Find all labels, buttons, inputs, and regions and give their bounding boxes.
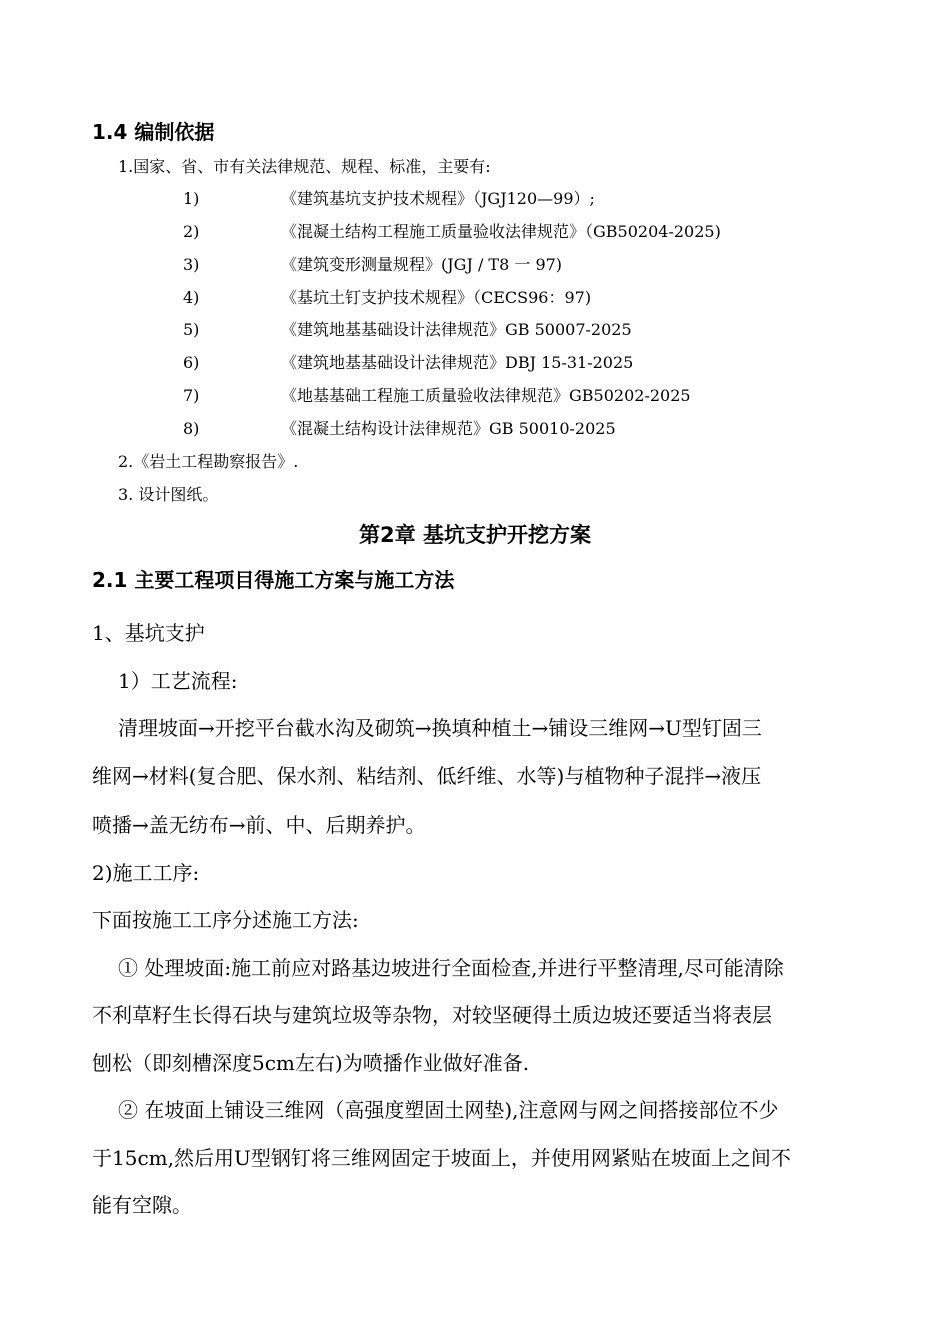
item-text: 《混凝土结构工程施工质量验收法律规范》（GB50204-2025) [281, 222, 721, 241]
step-1-line-1: ① 处理坡面:施工前应对路基边坡进行全面检查,并进行平整清理,尽可能清除 [118, 956, 784, 980]
step-2-line-2: 于15cm,然后用U型钢钉将三维网固定于坡面上，并使用网紧贴在坡面上之间不 [92, 1146, 791, 1170]
item-number: 6) [183, 353, 200, 372]
step-1-line-2: 不利草籽生长得石块与建筑垃圾等杂物，对较坚硬得土质边坡还要适当将表层 [92, 1003, 772, 1027]
basis-intro: 1.国家、省、市有关法律规范、规程、标准，主要有: [118, 157, 491, 176]
step-2-line-3: 能有空隙。 [92, 1193, 192, 1217]
item-text: 《地基基础工程施工质量验收法律规范》GB50202-2025 [281, 386, 691, 405]
item-text: 《混凝土结构设计法律规范》GB 50010-2025 [281, 419, 616, 438]
item-number: 5) [183, 320, 200, 339]
construction-sequence-heading: 2)施工工序: [92, 861, 200, 885]
step-2-line-1: ② 在坡面上铺设三维网（高强度塑固土网垫),注意网与网之间搭接部位不少 [118, 1098, 779, 1122]
process-flow-line-2: 维网→材料(复合肥、保水剂、粘结剂、低纤维、水等)与植物种子混拌→液压 [92, 764, 762, 788]
item-text: 《建筑基坑支护技术规程》（JGJ120—99）; [281, 189, 595, 208]
process-flow-line-1: 清理坡面→开挖平台截水沟及砌筑→换填种植土→铺设三维网→U型钉固三 [118, 716, 762, 740]
item-text: 《基坑土钉支护技术规程》（CECS96：97) [281, 288, 592, 307]
item-text: 《建筑地基基础设计法律规范》GB 50007-2025 [281, 320, 632, 339]
basis-item-survey-report: 2.《岩土工程勘察报告》. [118, 452, 299, 471]
sequence-intro: 下面按施工工序分述施工方法: [92, 908, 359, 932]
item-text: 《建筑地基基础设计法律规范》DBJ 15-31-2025 [281, 353, 634, 372]
item-number: 8) [183, 419, 200, 438]
section-heading-2-1: 2.1 主要工程项目得施工方案与施工方法 [92, 568, 455, 592]
step-1-line-3: 刨松（即刻槽深度5cm左右)为喷播作业做好准备. [92, 1051, 530, 1075]
process-flow-heading: 1）工艺流程: [118, 669, 238, 693]
chapter-2-title: 第2章 基坑支护开挖方案 [359, 523, 591, 547]
basis-item-design-drawings: 3. 设计图纸。 [118, 485, 219, 504]
item-number: 7) [183, 386, 200, 405]
process-flow-line-3: 喷播→盖无纺布→前、中、后期养护。 [92, 813, 426, 837]
item-number: 2) [183, 222, 200, 241]
subsection-pit-support: 1、基坑支护 [92, 621, 205, 645]
item-number: 1) [183, 189, 200, 208]
section-heading-1-4: 1.4 编制依据 [92, 120, 215, 144]
item-number: 4) [183, 288, 200, 307]
item-number: 3) [183, 255, 200, 274]
item-text: 《建筑变形测量规程》(JGJ / T8 一 97) [281, 255, 563, 274]
